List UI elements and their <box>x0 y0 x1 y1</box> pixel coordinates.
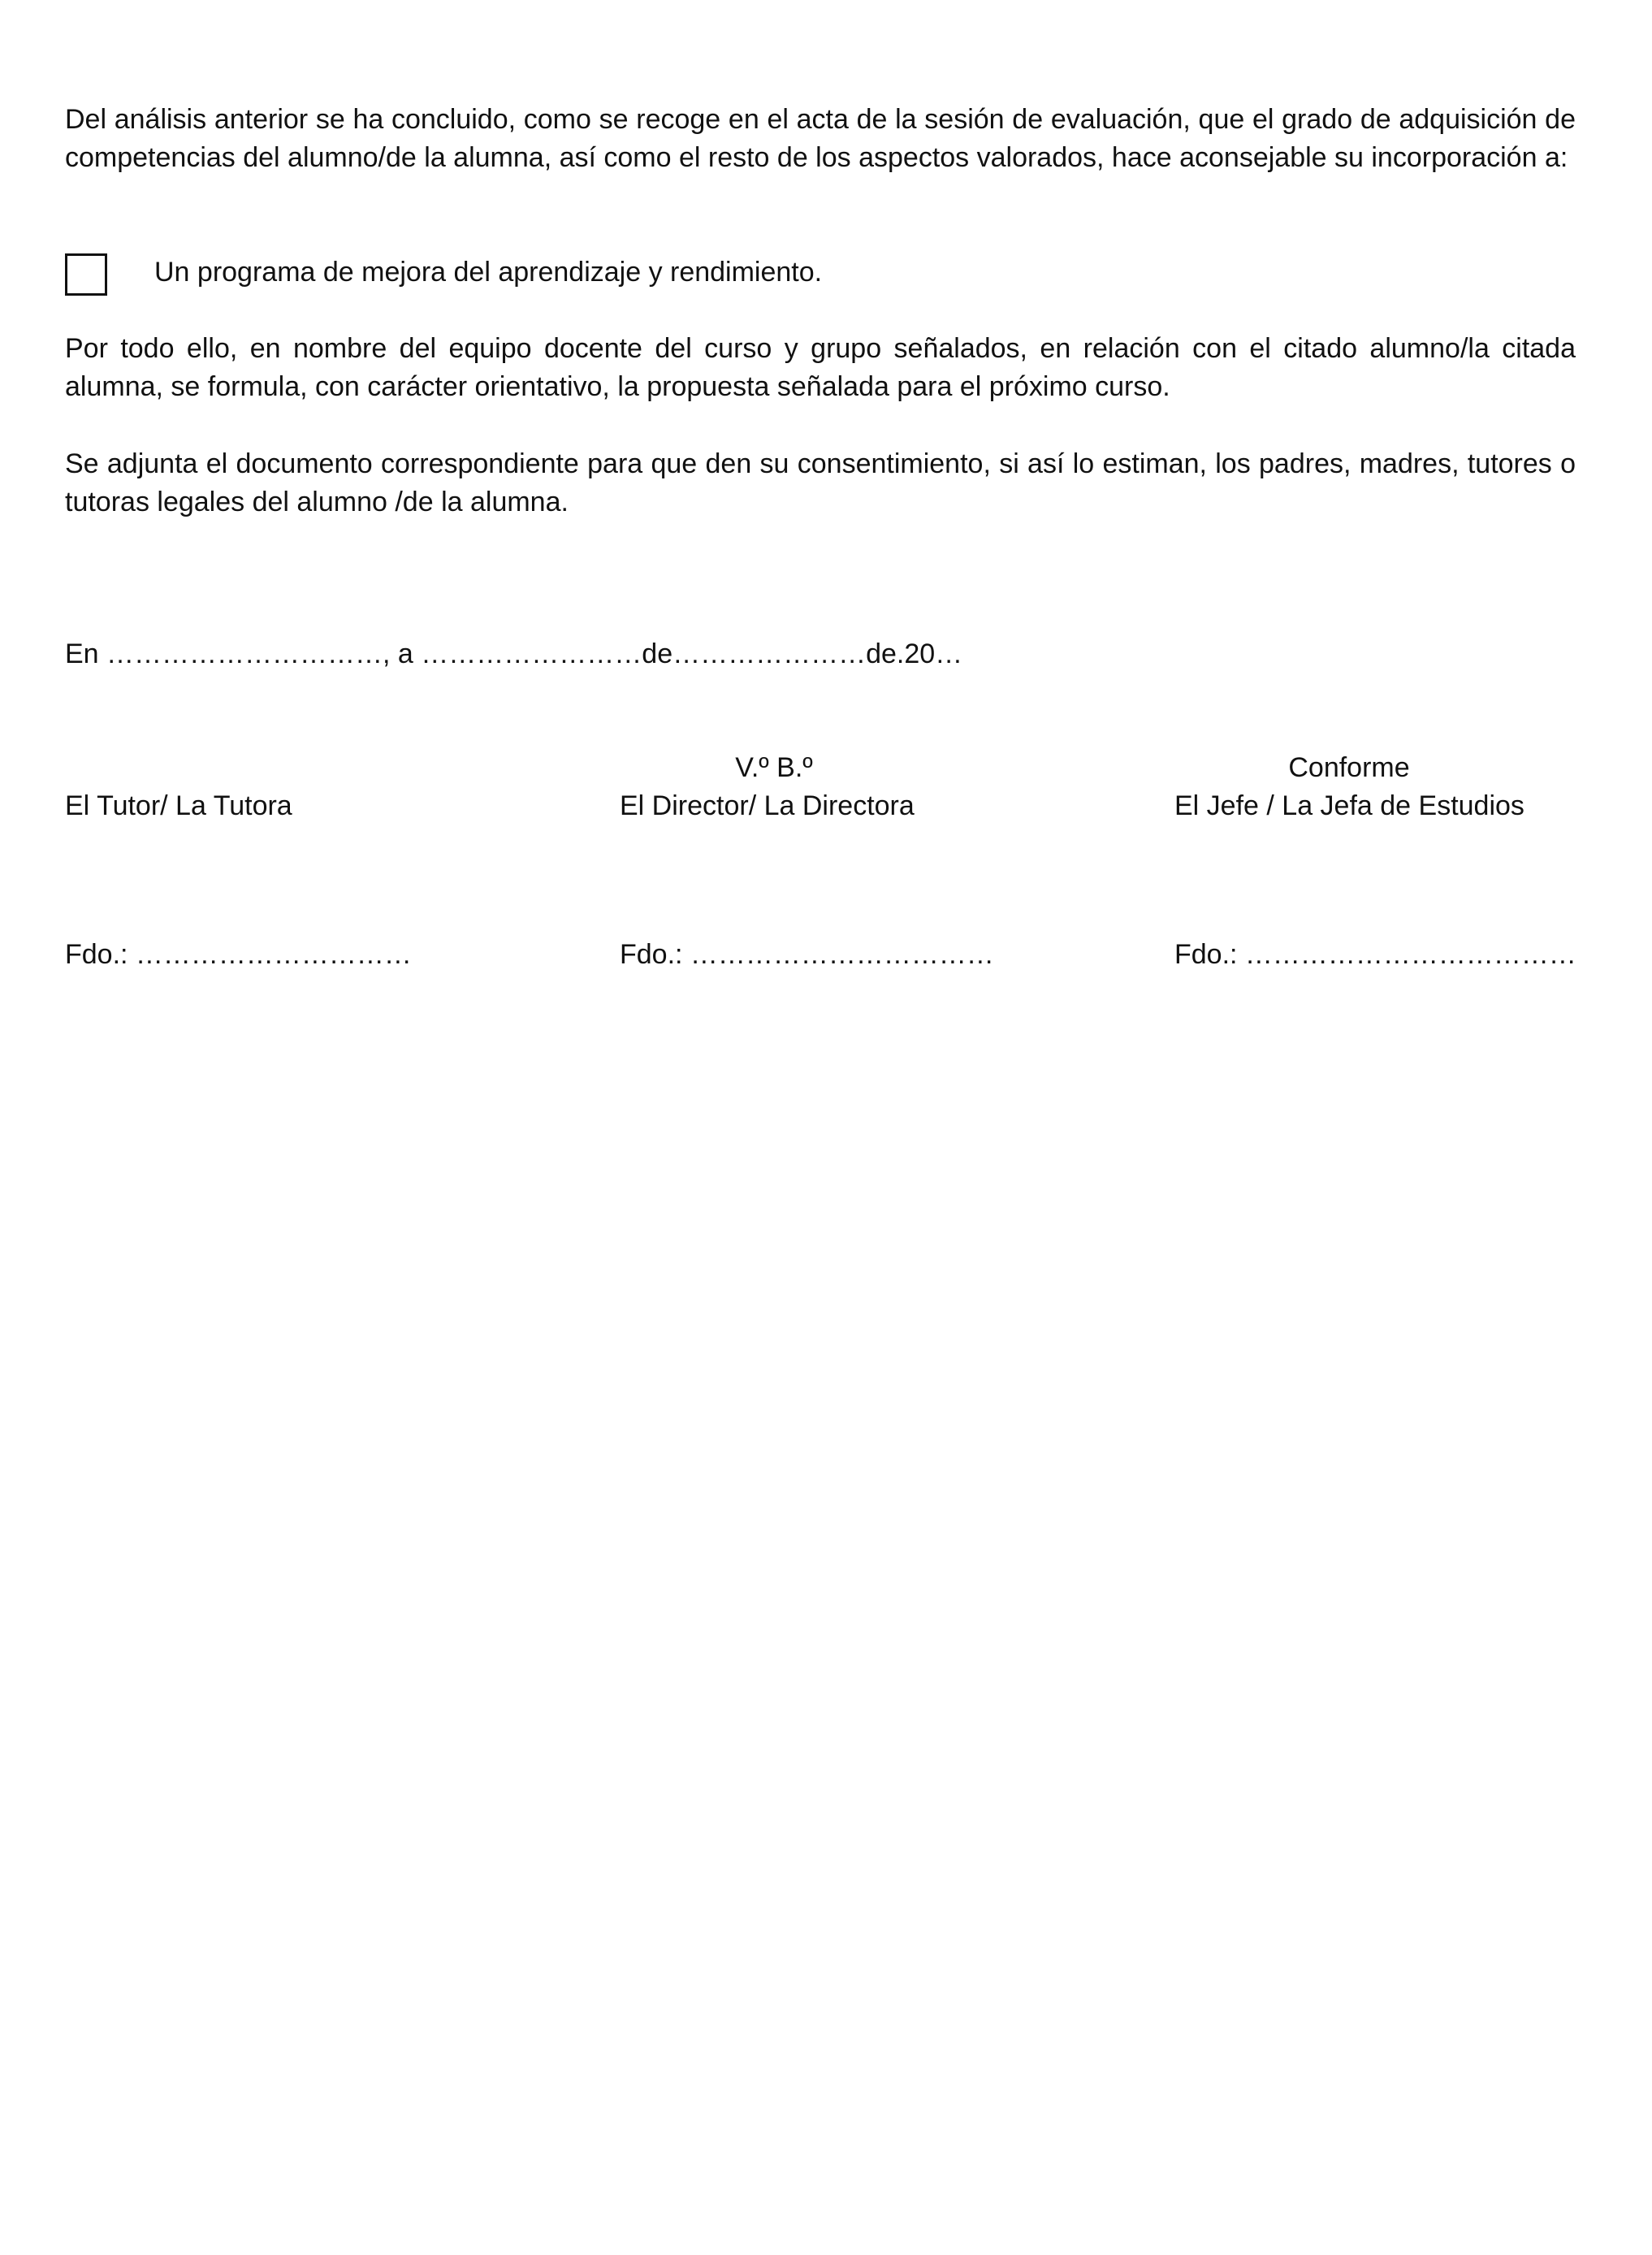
signature-block-director <box>620 749 994 970</box>
signature-line-jefe: Fdo.: ……………………………… <box>1174 939 1576 970</box>
paragraph-attachment: Se adjunta el documento correspondiente para que den su consentimiento, si así lo estiman, los padres, madres, tutores o tutoras legales del alumno /de la alumna. <box>65 448 1576 517</box>
signature-pre-label-tutor <box>65 749 487 787</box>
paragraph-analysis: Del análisis anterior se ha concluido, como se recoge en el acta de la sesión de evaluación, que el grado de adquisición de competencias del alumno/de la alumna, así como el resto de los aspectos valorados, hace aconsejable su incorporación a: <box>65 104 1576 173</box>
option-row <box>65 252 1576 301</box>
option-checkbox[interactable] <box>65 253 107 296</box>
signature-role-tutor: El Tutor/ La Tutora <box>65 790 292 821</box>
signature-line-director: Fdo.: …………………………… <box>620 939 994 970</box>
signature-block-jefe <box>1174 749 1576 970</box>
signature-pre-label-director: V.º B.º <box>735 752 813 783</box>
option-checkbox-label: Un programa de mejora del aprendizaje y rendimiento. <box>154 257 823 288</box>
place-date-line: En …………………………, a ……………………de…………………de.20… <box>65 638 963 669</box>
signature-role-jefe: El Jefe / La Jefa de Estudios <box>1174 790 1524 821</box>
signature-role-director: El Director/ La Directora <box>620 790 915 821</box>
signature-block-tutor <box>65 749 487 970</box>
paragraph-proposal: Por todo ello, en nombre del equipo docente del curso y grupo señalados, en relación con el citado alumno/la citada alumna, se formula, con carácter orientativo, la propuesta señalada para el próximo curso. <box>65 333 1576 402</box>
signature-pre-label-jefe: Conforme <box>1288 752 1410 783</box>
signature-line-tutor: Fdo.: ………………………… <box>65 939 412 970</box>
